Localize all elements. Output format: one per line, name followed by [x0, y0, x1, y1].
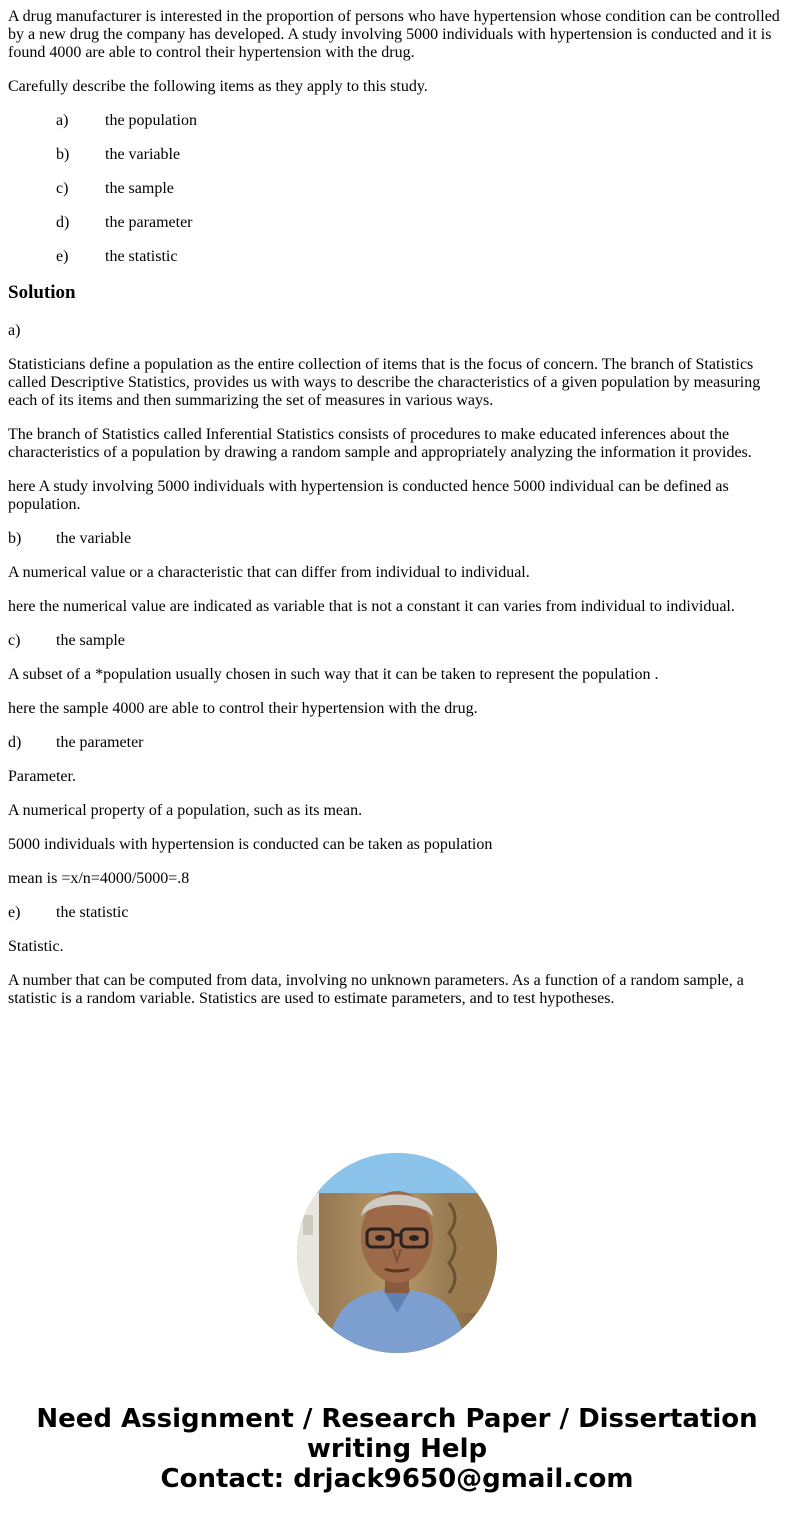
section-title: the variable: [56, 530, 132, 547]
solution-b-heading: [8, 530, 786, 548]
list-item: [56, 146, 786, 164]
item-text: the parameter: [105, 214, 193, 231]
solution-paragraph: here the sample 4000 are able to control their hypertension with the drug.: [8, 700, 478, 717]
banner-line: writing Help: [306, 1434, 488, 1464]
avatar: [297, 1153, 497, 1353]
solution-paragraph: Statisticians define a population as the entire collection of items that is the focus of concern. The branch of Statistics called Descriptive Statistics, provides us with ways to describe the characteristics of a given population by measuring each of its items and then summarizing the set of measures in various ways.: [8, 356, 761, 409]
solution-d-heading: [8, 734, 786, 752]
question-items-list: [8, 112, 786, 266]
author-portrait-icon: [297, 1153, 497, 1353]
section-title: the parameter: [56, 734, 144, 751]
solution-c-heading: [8, 632, 786, 650]
contact-email: Contact: drjack9650@gmail.com: [160, 1464, 634, 1494]
solution-paragraph: A subset of a *population usually chosen in such way that it can be taken to represent the population .: [8, 666, 659, 683]
item-text: the statistic: [105, 248, 178, 265]
item-text: the variable: [105, 146, 181, 163]
banner-line: Need Assignment / Research Paper / Dissertation: [36, 1404, 758, 1434]
item-label: b): [56, 146, 70, 163]
item-text: the sample: [105, 180, 174, 197]
solution-paragraph: 5000 individuals with hypertension is conducted can be taken as population: [8, 836, 493, 853]
item-text: the population: [105, 112, 197, 129]
item-label: d): [56, 214, 70, 231]
question-instruction: Carefully describe the following items as they apply to this study.: [8, 78, 428, 95]
document-body: [8, 8, 786, 1024]
solution-paragraph: Parameter.: [8, 768, 76, 785]
list-item: [56, 248, 786, 266]
section-title: the statistic: [56, 904, 129, 921]
item-label: c): [56, 180, 69, 197]
section-label: b): [8, 530, 22, 547]
solution-paragraph: A numerical value or a characteristic that can differ from individual to individual.: [8, 564, 530, 581]
question-intro: A drug manufacturer is interested in the proportion of persons who have hypertension whose condition can be controlled by a new drug the company has developed. A study involving 5000 individuals with hypertension is conducted and it is found 4000 are able to control their hypertension with the drug.: [8, 8, 780, 61]
solution-paragraph: mean is =x/n=4000/5000=.8: [8, 870, 190, 887]
solution-paragraph: A number that can be computed from data, involving no unknown parameters. As a function of a random sample, a statistic is a random variable. Statistics are used to estimate parameters, and to test hypotheses.: [8, 972, 744, 1007]
solution-paragraph: The branch of Statistics called Inferential Statistics consists of procedures to make educated inferences about the characteristics of a population by drawing a random sample and appropriately analyzing the information it provides.: [8, 426, 752, 461]
section-title: the sample: [56, 632, 125, 649]
solution-heading: Solution: [8, 282, 76, 303]
item-label: e): [56, 248, 69, 265]
solution-a-label: a): [8, 322, 21, 339]
solution-paragraph: Statistic.: [8, 938, 64, 955]
solution-paragraph: here the numerical value are indicated as variable that is not a constant it can varies from individual to individual.: [8, 598, 735, 615]
item-label: a): [56, 112, 69, 129]
section-label: d): [8, 734, 22, 751]
section-label: c): [8, 632, 21, 649]
section-label: e): [8, 904, 21, 921]
solution-paragraph: here A study involving 5000 individuals with hypertension is conducted hence 5000 individual can be defined as population.: [8, 478, 729, 513]
list-item: [56, 112, 786, 130]
list-item: [56, 180, 786, 198]
list-item: [56, 214, 786, 232]
contact-banner: [0, 1404, 794, 1494]
solution-paragraph: A numerical property of a population, such as its mean.: [8, 802, 363, 819]
solution-e-heading: [8, 904, 786, 922]
